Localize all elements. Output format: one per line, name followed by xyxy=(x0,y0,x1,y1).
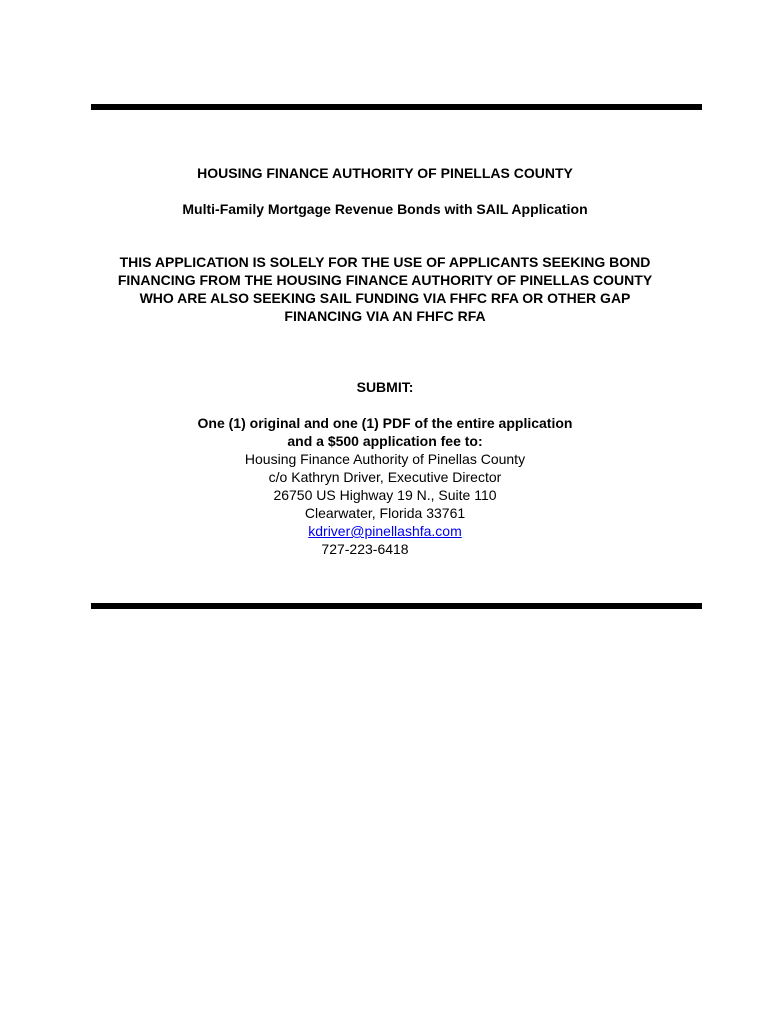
address-city: Clearwater, Florida 33761 xyxy=(304,505,466,521)
address-org: Housing Finance Authority of Pinellas County xyxy=(244,451,526,467)
notice-line-3: WHO ARE ALSO SEEKING SAIL FUNDING VIA FHFC RFA OR OTHER GAP xyxy=(139,290,631,306)
submit-heading: SUBMIT: xyxy=(356,379,414,395)
top-divider xyxy=(91,104,702,110)
address-email-row xyxy=(60,523,710,540)
submit-line-1: One (1) original and one (1) PDF of the entire application xyxy=(197,415,573,431)
document-subtitle: Multi-Family Mortgage Revenue Bonds with SAIL Application xyxy=(182,201,588,217)
notice-line-4: FINANCING VIA AN FHFC RFA xyxy=(284,308,486,324)
document-title: HOUSING FINANCE AUTHORITY OF PINELLAS COUNTY xyxy=(197,165,573,181)
address-street: 26750 US Highway 19 N., Suite 110 xyxy=(273,487,497,503)
notice-line-1: THIS APPLICATION IS SOLELY FOR THE USE OF APPLICANTS SEEKING BOND xyxy=(119,254,651,270)
address-phone: 727-223-6418 xyxy=(321,541,409,557)
email-link[interactable]: kdriver@pinellashfa.com xyxy=(308,523,462,539)
bottom-divider xyxy=(91,603,702,609)
notice-line-2: FINANCING FROM THE HOUSING FINANCE AUTHORITY OF PINELLAS COUNTY xyxy=(117,272,653,288)
submit-line-2: and a $500 application fee to: xyxy=(287,433,483,449)
address-attn: c/o Kathryn Driver, Executive Director xyxy=(268,469,502,485)
